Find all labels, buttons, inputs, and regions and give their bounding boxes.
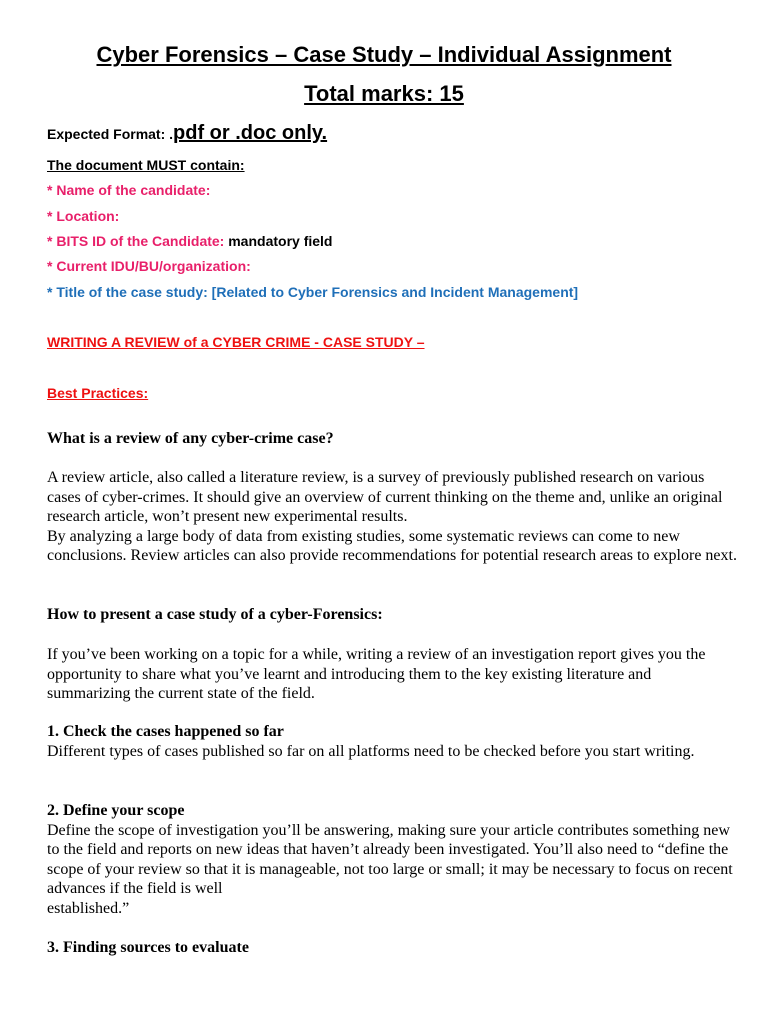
expected-format-label: Expected Format: . xyxy=(47,126,174,142)
total-marks: Total marks: 15 xyxy=(304,81,464,106)
writing-review-heading: WRITING A REVIEW of a CYBER CRIME - CASE STUDY – xyxy=(47,334,425,350)
question-heading: What is a review of any cyber-crime case? xyxy=(47,430,334,447)
field-bits-id: * BITS ID of the Candidate: xyxy=(47,233,225,249)
section-q2-heading xyxy=(47,605,737,625)
document-title: Cyber Forensics – Case Study – Individual Assignment xyxy=(96,42,672,67)
paragraph: Different types of cases published so far on all platforms need to be checked before you start writing. xyxy=(47,742,695,760)
section-1 xyxy=(47,722,737,761)
expected-format-line xyxy=(47,122,327,145)
must-contain-heading: The document MUST contain: xyxy=(47,157,245,173)
field-bits-id-line xyxy=(47,233,332,249)
question-heading: How to present a case study of a cyber-Forensics: xyxy=(47,606,383,623)
step-heading: 2. Define your scope xyxy=(47,802,185,819)
field-location: * Location: xyxy=(47,208,120,224)
section-3 xyxy=(47,938,737,958)
section-2 xyxy=(47,801,737,918)
section-p3 xyxy=(47,645,737,704)
section-q1-heading xyxy=(47,429,737,449)
field-organization: * Current IDU/BU/organization: xyxy=(47,258,251,274)
field-bits-id-note: mandatory field xyxy=(224,233,333,249)
expected-format-value: pdf or .doc only. xyxy=(173,122,328,144)
field-case-title: * Title of the case study: [Related to Cyber Forensics and Incident Management] xyxy=(47,284,579,300)
section-p1 xyxy=(47,468,737,566)
paragraph: By analyzing a large body of data from existing studies, some systematic reviews can come to new conclusions. Review articles can also provide recommendations for potential research areas to explore next. xyxy=(47,527,737,564)
paragraph: If you’ve been working on a topic for a while, writing a review of an investigation report gives you the opportunity to share what you’ve learnt and introducing them to the key existing literature and summarizing the current state of the field. xyxy=(47,646,706,702)
paragraph: Define the scope of investigation you’ll be answering, making sure your article contributes something new to the field and reports on new ideas that haven’t already been investigated. You’ll also need to “define the scope of your review so that it is manageable, not too large or small; it may be necessary to focus on recent advances if the field is well xyxy=(47,821,733,897)
paragraph: A review article, also called a literature review, is a survey of previously published research on various cases of cyber-crimes. It should give an overview of current thinking on the theme and, unlike an original research article, won’t present new experimental results. xyxy=(47,469,723,525)
step-heading: 3. Finding sources to evaluate xyxy=(47,939,249,956)
step-heading: 1. Check the cases happened so far xyxy=(47,723,284,740)
paragraph: established.” xyxy=(47,899,130,917)
best-practices-heading: Best Practices: xyxy=(47,385,149,401)
field-candidate-name: * Name of the candidate: xyxy=(47,182,211,198)
